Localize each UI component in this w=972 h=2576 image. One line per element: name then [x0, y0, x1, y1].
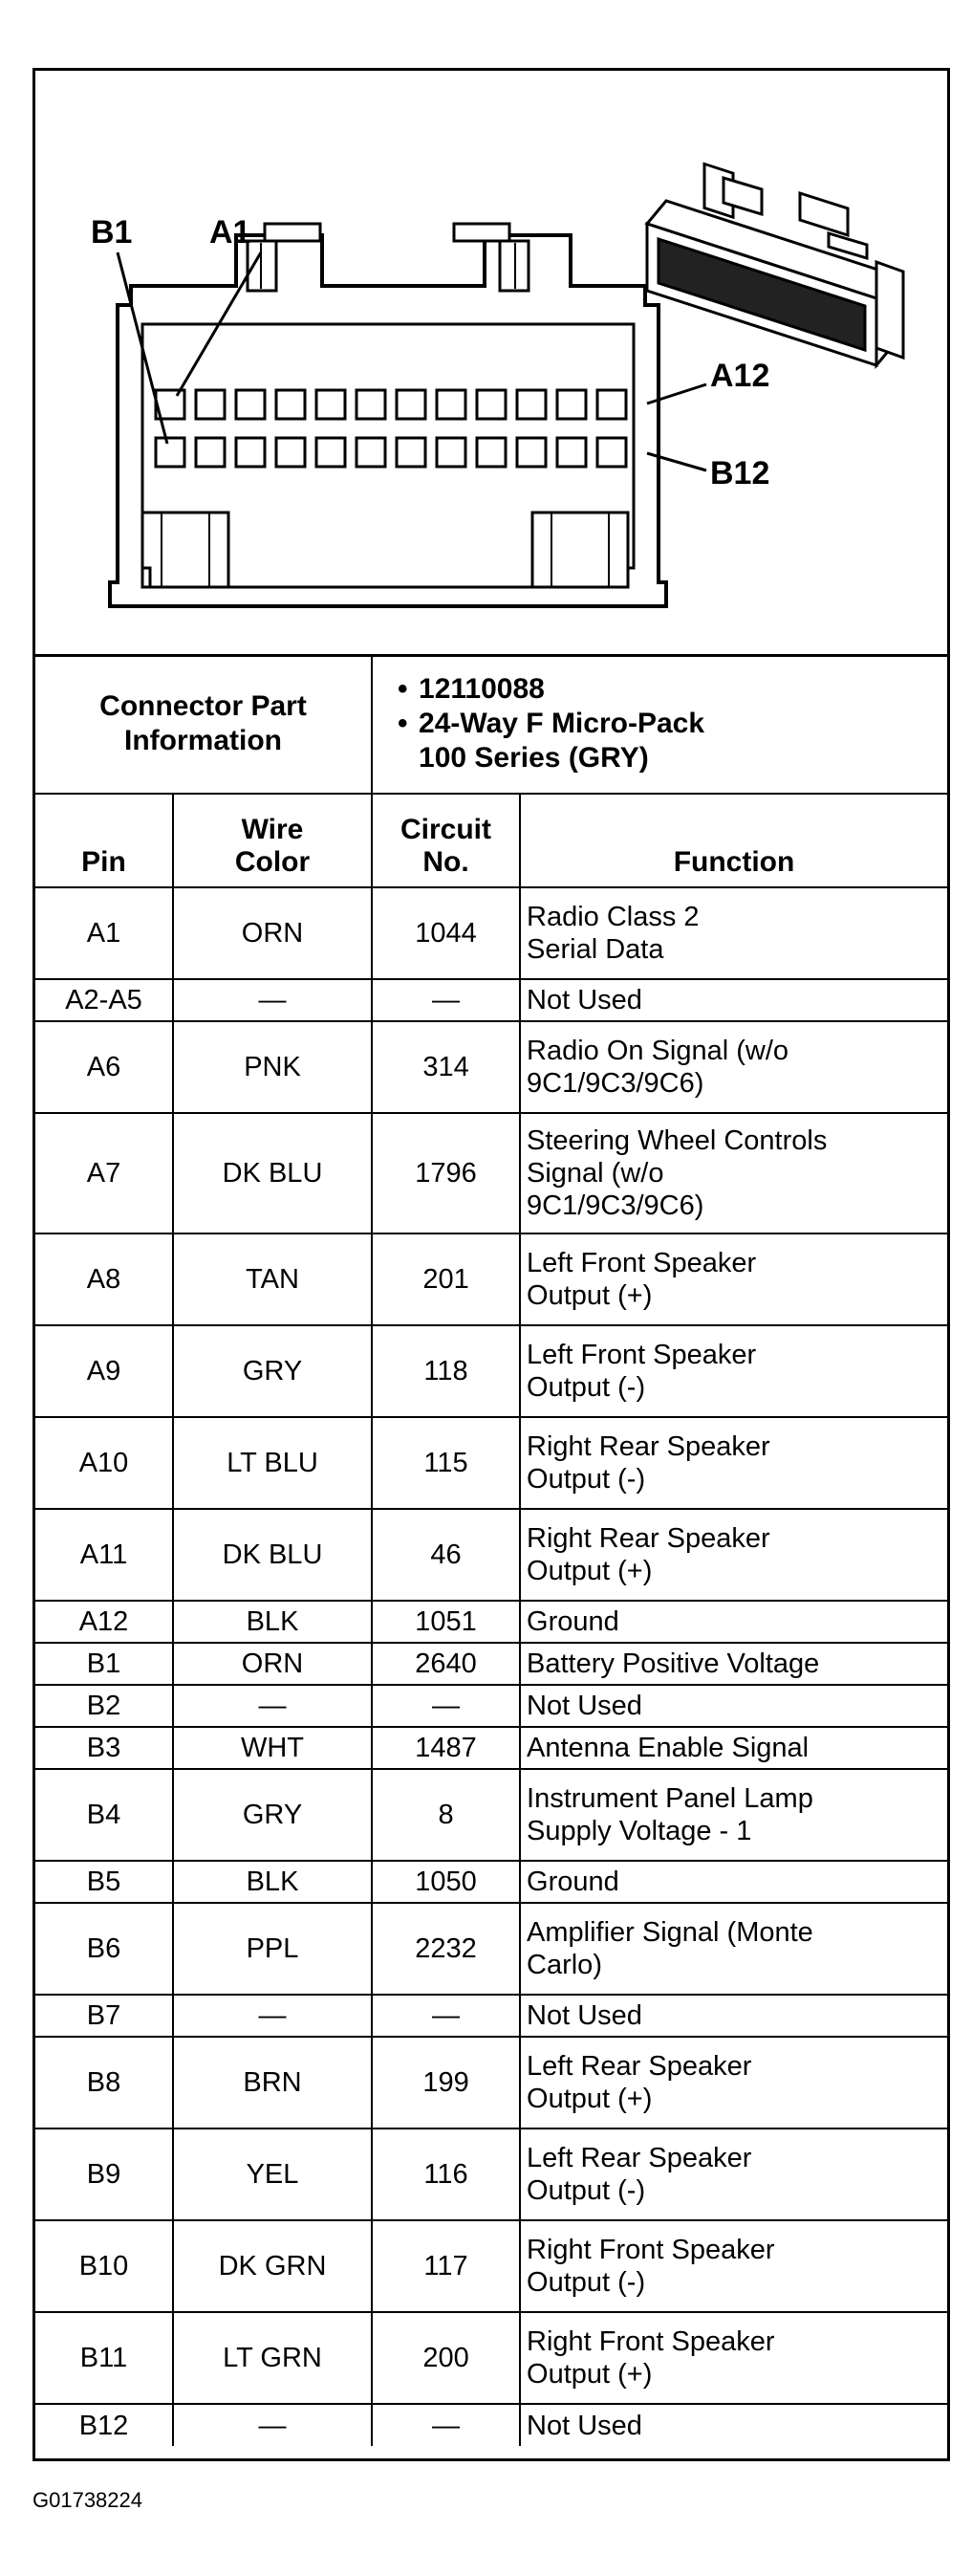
- cavity-a3: [236, 390, 265, 419]
- cavity-b8: [437, 438, 465, 467]
- cavity-a7: [397, 390, 425, 419]
- col-circuit: [372, 794, 520, 887]
- cavity-a10: [517, 390, 546, 419]
- table-row: [35, 1601, 947, 1643]
- cavity-b2: [196, 438, 225, 467]
- function-cell: Not Used: [520, 1995, 947, 2037]
- table-row: [35, 1769, 947, 1861]
- circuit-cell: 2232: [372, 1903, 520, 1995]
- connector-type-line1: 24-Way F Micro-Pack: [419, 707, 705, 739]
- pin-cell: B1: [35, 1643, 173, 1685]
- col-wire-color: [173, 794, 372, 887]
- circuit-cell: 1796: [372, 1113, 520, 1233]
- col-pin: Pin: [35, 794, 173, 887]
- pin-cell: B7: [35, 1995, 173, 2037]
- function-cell: Not Used: [520, 2404, 947, 2446]
- pinout-table: [35, 654, 947, 2446]
- circuit-cell: 1051: [372, 1601, 520, 1643]
- pin-cell: A8: [35, 1233, 173, 1325]
- cavity-a6: [356, 390, 385, 419]
- table-row: [35, 1643, 947, 1685]
- col-circuit-l1: Circuit: [400, 814, 492, 845]
- pin-cell: B4: [35, 1769, 173, 1861]
- connector-frame: [32, 68, 950, 2461]
- col-function: Function: [520, 794, 947, 887]
- cavity-a11: [557, 390, 586, 419]
- table-row: [35, 1113, 947, 1233]
- function-cell: Ground: [520, 1601, 947, 1643]
- pin-cell: B8: [35, 2037, 173, 2128]
- pin-cell: A10: [35, 1417, 173, 1509]
- label-a1: A1: [209, 214, 251, 251]
- cavity-b11: [557, 438, 586, 467]
- table-row: [35, 1233, 947, 1325]
- table-row: [35, 2312, 947, 2404]
- table-row: [35, 1727, 947, 1769]
- column-header-row: [35, 794, 947, 887]
- wire-color-cell: DK BLU: [173, 1509, 372, 1601]
- cavity-b1: [156, 438, 184, 467]
- cavity-b10: [517, 438, 546, 467]
- connector-info-row: [35, 654, 947, 794]
- pin-cell: B9: [35, 2128, 173, 2220]
- function-cell: Not Used: [520, 1685, 947, 1727]
- function-cell: Not Used: [520, 979, 947, 1021]
- cavity-a4: [276, 390, 305, 419]
- connector-face-drawing: [35, 71, 947, 654]
- label-a12: A12: [710, 358, 770, 394]
- table-row: [35, 2037, 947, 2128]
- part-number: • 12110088: [398, 672, 941, 707]
- figure-id: G01738224: [32, 2488, 142, 2512]
- circuit-cell: 1044: [372, 887, 520, 979]
- table-row: [35, 979, 947, 1021]
- wire-color-cell: YEL: [173, 2128, 372, 2220]
- wire-color-cell: GRY: [173, 1769, 372, 1861]
- wire-color-cell: ORN: [173, 887, 372, 979]
- wire-color-cell: WHT: [173, 1727, 372, 1769]
- wire-color-cell: —: [173, 1685, 372, 1727]
- table-row: [35, 887, 947, 979]
- wire-color-cell: BLK: [173, 1861, 372, 1903]
- col-circuit-l2: No.: [422, 846, 469, 878]
- function-cell: Amplifier Signal (Monte Carlo): [520, 1903, 947, 1995]
- table-row: [35, 1861, 947, 1903]
- col-wire-l1: Wire: [241, 814, 304, 845]
- wire-color-cell: GRY: [173, 1325, 372, 1417]
- function-cell: Right Front Speaker Output (-): [520, 2220, 947, 2312]
- table-row: [35, 2128, 947, 2220]
- pin-cell: B6: [35, 1903, 173, 1995]
- table-row: [35, 1325, 947, 1417]
- wire-color-cell: BRN: [173, 2037, 372, 2128]
- pin-cell: A12: [35, 1601, 173, 1643]
- cavity-b5: [316, 438, 345, 467]
- circuit-cell: 1487: [372, 1727, 520, 1769]
- circuit-cell: —: [372, 979, 520, 1021]
- label-b12: B12: [710, 455, 770, 491]
- wire-color-cell: TAN: [173, 1233, 372, 1325]
- wire-color-cell: —: [173, 1995, 372, 2037]
- cavity-a8: [437, 390, 465, 419]
- circuit-cell: —: [372, 2404, 520, 2446]
- cavity-a9: [477, 390, 506, 419]
- circuit-cell: 201: [372, 1233, 520, 1325]
- pin-cell: B3: [35, 1727, 173, 1769]
- circuit-cell: 1050: [372, 1861, 520, 1903]
- cavity-a12: [597, 390, 626, 419]
- circuit-cell: 115: [372, 1417, 520, 1509]
- function-cell: Left Rear Speaker Output (-): [520, 2128, 947, 2220]
- label-b1: B1: [91, 214, 133, 251]
- function-cell: Radio Class 2 Serial Data: [520, 887, 947, 979]
- housing-outline: [110, 235, 666, 606]
- table-row: [35, 1509, 947, 1601]
- wire-color-cell: DK GRN: [173, 2220, 372, 2312]
- pin-cell: B12: [35, 2404, 173, 2446]
- pin-cell: A7: [35, 1113, 173, 1233]
- cavity-b4: [276, 438, 305, 467]
- circuit-cell: 314: [372, 1021, 520, 1113]
- connector-info-heading: [35, 654, 372, 794]
- table-row: [35, 1903, 947, 1995]
- function-cell: Steering Wheel Controls Signal (w/o 9C1/9C3/9C6): [520, 1113, 947, 1233]
- col-wire-l2: Color: [234, 846, 311, 878]
- circuit-cell: 118: [372, 1325, 520, 1417]
- function-cell: Left Rear Speaker Output (+): [520, 2037, 947, 2128]
- table-row: [35, 2220, 947, 2312]
- table-row: [35, 1995, 947, 2037]
- connector-type: [398, 707, 941, 775]
- wire-color-cell: BLK: [173, 1601, 372, 1643]
- connector-info-details: [372, 654, 947, 794]
- circuit-cell: —: [372, 1995, 520, 2037]
- function-cell: Left Front Speaker Output (-): [520, 1325, 947, 1417]
- connector-info-heading-line1: Connector Part: [99, 689, 307, 722]
- wire-color-cell: PPL: [173, 1903, 372, 1995]
- table-row: [35, 1417, 947, 1509]
- function-cell: Ground: [520, 1861, 947, 1903]
- pin-cell: A1: [35, 887, 173, 979]
- pin-cell: A11: [35, 1509, 173, 1601]
- circuit-cell: 46: [372, 1509, 520, 1601]
- wire-color-cell: LT BLU: [173, 1417, 372, 1509]
- circuit-cell: —: [372, 1685, 520, 1727]
- function-cell: Radio On Signal (w/o 9C1/9C3/9C6): [520, 1021, 947, 1113]
- table-row: [35, 1685, 947, 1727]
- wire-color-cell: DK BLU: [173, 1113, 372, 1233]
- cavity-b7: [397, 438, 425, 467]
- pin-cell: B10: [35, 2220, 173, 2312]
- wire-color-cell: ORN: [173, 1643, 372, 1685]
- pin-cell: B11: [35, 2312, 173, 2404]
- pin-cell: A9: [35, 1325, 173, 1417]
- wire-color-cell: —: [173, 979, 372, 1021]
- function-cell: Battery Positive Voltage: [520, 1643, 947, 1685]
- cavity-b12: [597, 438, 626, 467]
- connector-diagram: [35, 71, 947, 657]
- function-cell: Instrument Panel Lamp Supply Voltage - 1: [520, 1769, 947, 1861]
- circuit-cell: 2640: [372, 1643, 520, 1685]
- pin-cell: B5: [35, 1861, 173, 1903]
- function-cell: Right Rear Speaker Output (+): [520, 1509, 947, 1601]
- cavity-b3: [236, 438, 265, 467]
- cavity-b6: [356, 438, 385, 467]
- wire-color-cell: PNK: [173, 1021, 372, 1113]
- cavity-b9: [477, 438, 506, 467]
- pin-cell: B2: [35, 1685, 173, 1727]
- function-cell: Left Front Speaker Output (+): [520, 1233, 947, 1325]
- circuit-cell: 117: [372, 2220, 520, 2312]
- circuit-cell: 8: [372, 1769, 520, 1861]
- wire-color-cell: LT GRN: [173, 2312, 372, 2404]
- wire-color-cell: —: [173, 2404, 372, 2446]
- circuit-cell: 199: [372, 2037, 520, 2128]
- pin-cell: A2-A5: [35, 979, 173, 1021]
- cavity-a5: [316, 390, 345, 419]
- function-cell: Antenna Enable Signal: [520, 1727, 947, 1769]
- cavity-a2: [196, 390, 225, 419]
- connector-type-line2: 100 Series (GRY): [419, 741, 649, 774]
- circuit-cell: 116: [372, 2128, 520, 2220]
- table-row: [35, 2404, 947, 2446]
- pin-cell: A6: [35, 1021, 173, 1113]
- function-cell: Right Front Speaker Output (+): [520, 2312, 947, 2404]
- table-row: [35, 1021, 947, 1113]
- function-cell: Right Rear Speaker Output (-): [520, 1417, 947, 1509]
- connector-isometric-icon: [647, 164, 903, 365]
- circuit-cell: 200: [372, 2312, 520, 2404]
- connector-info-heading-line2: Information: [124, 724, 282, 756]
